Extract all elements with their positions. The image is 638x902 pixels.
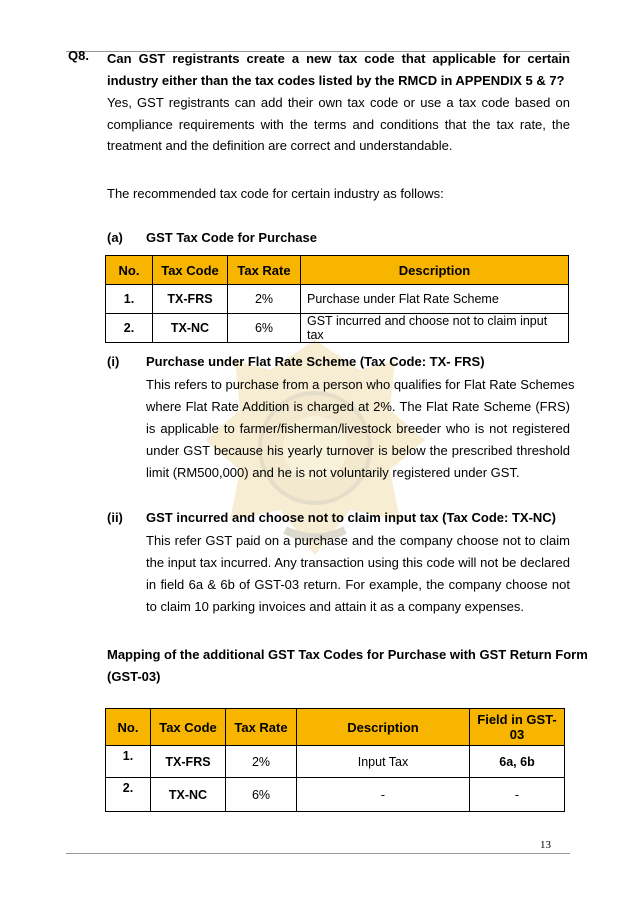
column-header-description: Description <box>297 709 470 746</box>
footer-rule <box>66 853 570 854</box>
cell-no: 2. <box>106 778 151 812</box>
answer-line: treatment and the definition are correct and understandable. <box>107 138 453 153</box>
item-ii-line: This refer GST paid on a purchase and the company choose not to claim <box>146 533 570 548</box>
item-i-line: limit (RM500,000) and he is not voluntarily registered under GST. <box>146 465 520 480</box>
item-i-title: Purchase under Flat Rate Scheme (Tax Code: TX- FRS) <box>146 354 485 369</box>
item-i-line: is applicable to farmer/fisherman/livestock breeder who is not registered <box>146 421 570 436</box>
item-i-label: (i) <box>107 354 120 369</box>
cell-description: Purchase under Flat Rate Scheme <box>301 285 569 314</box>
cell-tax-rate: 6% <box>226 778 297 812</box>
cell-tax-code: TX-NC <box>151 778 226 812</box>
question-number: Q8. <box>68 48 89 63</box>
item-i-body <box>146 374 575 484</box>
cell-tax-code: TX-FRS <box>151 746 226 778</box>
question-title <box>107 48 570 91</box>
item-i-line: This refers to purchase from a person who qualifies for Flat Rate Schemes <box>146 377 575 392</box>
cell-description: Input Tax <box>297 746 470 778</box>
mapping-title-line: (GST-03) <box>107 669 161 684</box>
cell-tax-rate: 2% <box>228 285 301 314</box>
cell-description: - <box>297 778 470 812</box>
answer-line: compliance requirements with the terms and conditions that the tax rate, the <box>107 116 570 132</box>
item-ii-line: the input tax incurred. Any transaction using this code will not be declared <box>146 555 570 570</box>
cell-tax-code: TX-FRS <box>153 285 228 314</box>
cell-field: 6a, 6b <box>470 746 565 778</box>
answer-line: Yes, GST registrants can add their own tax code or use a tax code based on <box>107 95 570 110</box>
column-header-tax-code: Tax Code <box>151 709 226 746</box>
table-row <box>106 285 569 314</box>
table-row <box>106 778 565 812</box>
table-row <box>106 314 569 343</box>
column-header-field: Field in GST-03 <box>470 709 565 746</box>
item-i-line: where Flat Rate Addition is charged at 2%. The Flat Rate Scheme (FRS) <box>146 399 570 414</box>
cell-field: - <box>470 778 565 812</box>
item-ii-line: to claim 10 parking invoices and attain it as a company expenses. <box>146 599 524 614</box>
purchase-tax-code-table <box>105 255 569 343</box>
cell-tax-code: TX-NC <box>153 314 228 343</box>
mapping-title <box>107 644 588 688</box>
column-header-tax-rate: Tax Rate <box>226 709 297 746</box>
mapping-title-line: Mapping of the additional GST Tax Codes for Purchase with GST Return Form <box>107 647 588 662</box>
question-title-line: Can GST registrants create a new tax code that applicable for certain <box>107 51 570 66</box>
table-header-row <box>106 256 569 285</box>
recommended-text: The recommended tax code for certain industry as follows: <box>107 186 444 201</box>
cell-tax-rate: 2% <box>226 746 297 778</box>
column-header-no: No. <box>106 709 151 746</box>
item-ii-title: GST incurred and choose not to claim input tax (Tax Code: TX-NC) <box>146 510 557 525</box>
section-a-title: GST Tax Code for Purchase <box>146 230 317 245</box>
column-header-tax-code: Tax Code <box>153 256 228 285</box>
column-header-no: No. <box>106 256 153 285</box>
gst03-mapping-table <box>105 708 565 812</box>
cell-description: GST incurred and choose not to claim input tax <box>301 314 569 343</box>
cell-tax-rate: 6% <box>228 314 301 343</box>
item-i-line: under GST because his yearly turnover is below the prescribed threshold <box>146 443 570 458</box>
cell-no: 2. <box>106 314 153 343</box>
question-title-line: industry either than the tax codes listed by the RMCD in APPENDIX 5 & 7? <box>107 72 565 88</box>
item-ii-label: (ii) <box>107 510 123 525</box>
table-header-row <box>106 709 565 746</box>
item-ii-line: in field 6a & 6b of GST-03 return. For example, the company choose not <box>146 577 570 592</box>
section-a-label: (a) <box>107 230 123 245</box>
cell-no: 1. <box>106 746 151 778</box>
item-ii-body <box>146 530 570 618</box>
cell-no: 1. <box>106 285 153 314</box>
column-header-description: Description <box>301 256 569 285</box>
column-header-tax-rate: Tax Rate <box>228 256 301 285</box>
table-row <box>106 746 565 778</box>
page-number: 13 <box>540 839 551 851</box>
question-answer <box>107 92 570 157</box>
